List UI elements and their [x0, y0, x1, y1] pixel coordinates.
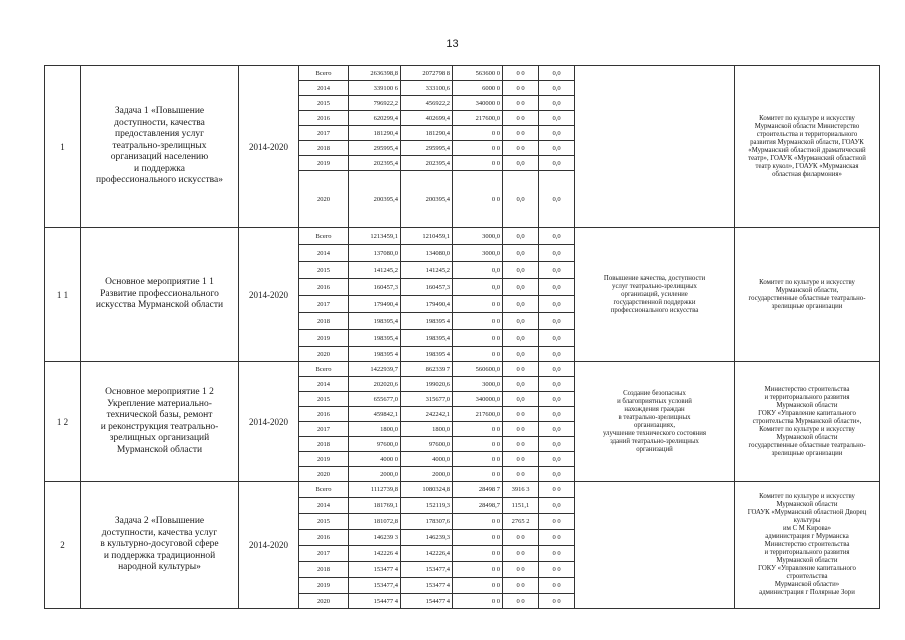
executor-line: театр», ГОАУК «Мурманский областной — [748, 154, 866, 162]
amount-cell: 160457,3 — [401, 279, 453, 296]
amount-cell: 0,0 — [539, 171, 575, 228]
table-row — [45, 66, 880, 81]
year-cell: 2019 — [299, 452, 349, 467]
amount-cell: 796922,2 — [349, 96, 401, 111]
year-cell: 2016 — [299, 407, 349, 422]
amount-cell: 153477 4 — [349, 562, 401, 578]
amount-cell: 0 0 — [453, 141, 503, 156]
amount-cell: 0 0 — [453, 546, 503, 562]
year-cell: 2017 — [299, 546, 349, 562]
task-name-line: Основное мероприятие 1 1 — [105, 277, 214, 288]
task-name-line: народной культуры» — [118, 562, 201, 573]
task-name-line: технической базы, ремонт — [106, 410, 213, 420]
amount-cell: 0 0 — [503, 467, 539, 482]
table-row — [45, 362, 880, 377]
amount-cell: 1210459,1 — [401, 228, 453, 245]
year-cell: 2019 — [299, 578, 349, 594]
amount-cell: 0,0 — [539, 362, 575, 377]
year-cell: 2019 — [299, 330, 349, 347]
amount-cell: 0,0 — [539, 81, 575, 96]
amount-cell: 0 0 — [503, 141, 539, 156]
amount-cell: 0,0 — [539, 96, 575, 111]
amount-cell: 0 0 — [539, 546, 575, 562]
amount-cell: 0 0 — [453, 578, 503, 594]
year-cell: 2015 — [299, 392, 349, 407]
year-cell: 2020 — [299, 171, 349, 228]
executor-cell — [735, 362, 880, 482]
task-name-cell — [81, 66, 239, 228]
amount-cell: 0 0 — [539, 594, 575, 609]
executor-line: Мурманской области» — [774, 581, 840, 588]
amount-cell: 0,0 — [539, 377, 575, 392]
amount-cell: 217600,0 — [453, 111, 503, 126]
amount-cell: 134080,0 — [401, 245, 453, 262]
year-cell: 2015 — [299, 262, 349, 279]
result-line: и благоприятных условий — [617, 397, 692, 405]
executor-line: Министерство строительства — [764, 541, 850, 548]
year-cell: 2017 — [299, 422, 349, 437]
amount-cell: 0 0 — [503, 362, 539, 377]
amount-cell: 3000,0 — [453, 245, 503, 262]
amount-cell: 0,0 — [539, 245, 575, 262]
task-name-line: предоставления услуг — [114, 129, 205, 140]
executor-cell — [735, 228, 880, 362]
table-row — [45, 482, 880, 498]
executor-line: Комитет по культуре и искусству — [759, 425, 855, 433]
amount-cell: 0 0 — [539, 530, 575, 546]
executor-line: строительства Мурманской области», — [752, 417, 862, 425]
result-line: в театрально-зрелищных — [618, 413, 691, 421]
amount-cell: 181290,4 — [349, 126, 401, 141]
amount-cell: 0 0 — [453, 347, 503, 362]
task-name-cell — [81, 362, 239, 482]
amount-cell: 315677,0 — [401, 392, 453, 407]
amount-cell: 181290,4 — [401, 126, 453, 141]
amount-cell: 179490,4 — [401, 296, 453, 313]
amount-cell: 0 0 — [453, 296, 503, 313]
result-line: организациях, — [633, 421, 676, 429]
amount-cell: 0 0 — [503, 111, 539, 126]
executor-line: строительства — [786, 573, 828, 580]
amount-cell: 0,0 — [453, 262, 503, 279]
result-line: профессионального искусства — [610, 306, 699, 314]
result-line: организаций, усиление — [621, 290, 688, 298]
year-cell: Всего — [299, 482, 349, 498]
executor-cell — [735, 482, 880, 609]
amount-cell: 141245,2 — [401, 262, 453, 279]
period-cell: 2014-2020 — [239, 66, 299, 228]
amount-cell: 202395,4 — [349, 156, 401, 171]
amount-cell: 202020,6 — [349, 377, 401, 392]
amount-cell: 198395,4 — [401, 330, 453, 347]
amount-cell: 199020,6 — [401, 377, 453, 392]
year-cell: 2019 — [299, 156, 349, 171]
amount-cell: 198395,4 — [349, 313, 401, 330]
page-number: 13 — [446, 38, 459, 50]
year-cell: 2015 — [299, 514, 349, 530]
amount-cell: 0,0 — [503, 392, 539, 407]
amount-cell: 2636398,8 — [349, 66, 401, 81]
amount-cell: 28498,7 — [453, 498, 503, 514]
year-cell: 2018 — [299, 313, 349, 330]
amount-cell: 179490,4 — [349, 296, 401, 313]
amount-cell: 560600,0 — [453, 362, 503, 377]
year-cell: Всего — [299, 228, 349, 245]
year-cell: 2016 — [299, 111, 349, 126]
amount-cell: 0,0 — [539, 407, 575, 422]
year-cell: 2018 — [299, 562, 349, 578]
year-cell: 2017 — [299, 126, 349, 141]
amount-cell: 153477,4 — [401, 562, 453, 578]
amount-cell: 0,0 — [503, 228, 539, 245]
amount-cell: 142226 4 — [349, 546, 401, 562]
result-cell — [575, 482, 735, 609]
amount-cell: 0,0 — [503, 347, 539, 362]
amount-cell: 0 0 — [453, 126, 503, 141]
result-cell — [575, 362, 735, 482]
amount-cell: 0,0 — [539, 313, 575, 330]
amount-cell: 0 0 — [503, 562, 539, 578]
year-cell: 2018 — [299, 437, 349, 452]
period-cell: 2014-2020 — [239, 482, 299, 609]
amount-cell: 0,0 — [503, 313, 539, 330]
amount-cell: 6000 0 — [453, 81, 503, 96]
task-name-line: Задача 2 «Повышение — [114, 516, 205, 527]
amount-cell: 1080324,8 — [401, 482, 453, 498]
amount-cell: 154477 4 — [401, 594, 453, 609]
year-cell: 2018 — [299, 141, 349, 156]
amount-cell: 0 0 — [503, 452, 539, 467]
amount-cell: 1800,0 — [401, 422, 453, 437]
amount-cell: 295995,4 — [349, 141, 401, 156]
task-name-line: театрально-зрелищных — [112, 140, 207, 151]
executor-line: и территориального развития — [764, 393, 850, 401]
program-table — [44, 65, 880, 609]
executor-line: Мурманской области — [776, 501, 838, 508]
amount-cell: 181769,1 — [349, 498, 401, 514]
amount-cell: 0,0 — [539, 498, 575, 514]
amount-cell: 0 0 — [539, 562, 575, 578]
executor-line: Мурманской области — [776, 401, 838, 409]
amount-cell: 0,0 — [503, 245, 539, 262]
amount-cell: 0,0 — [503, 330, 539, 347]
amount-cell: 152119,3 — [401, 498, 453, 514]
executor-line: Мурманской области — [776, 557, 838, 564]
amount-cell: 862339 7 — [401, 362, 453, 377]
task-name-line: и поддержка традиционной — [103, 550, 216, 561]
year-cell: 2016 — [299, 530, 349, 546]
amount-cell: 0,0 — [539, 126, 575, 141]
executor-line: Комитет по культуре и искусству — [759, 278, 855, 286]
amount-cell: 0 0 — [503, 96, 539, 111]
year-cell: 2015 — [299, 96, 349, 111]
result-cell — [575, 66, 735, 228]
amount-cell: 0 0 — [453, 514, 503, 530]
amount-cell: 198395 4 — [401, 313, 453, 330]
amount-cell: 0 0 — [503, 594, 539, 609]
amount-cell: 200395,4 — [349, 171, 401, 228]
year-cell: 2014 — [299, 81, 349, 96]
amount-cell: 3000,0 — [453, 377, 503, 392]
amount-cell: 0,0 — [503, 156, 539, 171]
amount-cell: 0,0 — [503, 279, 539, 296]
amount-cell: 146239 3 — [349, 530, 401, 546]
executor-line: им С М Кирова» — [782, 525, 832, 532]
executor-cell — [735, 66, 880, 228]
amount-cell: 0,0 — [539, 392, 575, 407]
amount-cell: 0 0 — [503, 437, 539, 452]
amount-cell: 0 0 — [503, 530, 539, 546]
executor-line: зрелищные организации — [771, 302, 843, 310]
executor-line: строительства и территориального — [756, 130, 858, 138]
amount-cell: 181072,8 — [349, 514, 401, 530]
executor-line: администрация г Мурманска — [765, 533, 849, 540]
year-cell: Всего — [299, 66, 349, 81]
amount-cell: 456922,2 — [401, 96, 453, 111]
amount-cell: 0 0 — [539, 514, 575, 530]
amount-cell: 340000 0 — [453, 96, 503, 111]
result-line: нахождения граждан — [624, 405, 685, 413]
result-cell — [575, 228, 735, 362]
amount-cell: 620299,4 — [349, 111, 401, 126]
amount-cell: 2072798 8 — [401, 66, 453, 81]
amount-cell: 1800,0 — [349, 422, 401, 437]
period-cell: 2014-2020 — [239, 228, 299, 362]
amount-cell: 0,0 — [539, 467, 575, 482]
amount-cell: 198395 4 — [349, 347, 401, 362]
amount-cell: 0,0 — [539, 111, 575, 126]
result-line: зданий театрально-зрелищных — [610, 437, 699, 445]
table-row — [45, 228, 880, 245]
row-number: 1 1 — [45, 228, 81, 362]
task-name-line: доступности, качества — [114, 117, 205, 128]
amount-cell: 97600,0 — [349, 437, 401, 452]
amount-cell: 340000,0 — [453, 392, 503, 407]
amount-cell: 3000,0 — [453, 228, 503, 245]
result-line: улучшение технического состояния — [602, 429, 707, 437]
amount-cell: 137080,0 — [349, 245, 401, 262]
task-name-line: Укрепление материально- — [107, 398, 212, 409]
amount-cell: 0 0 — [503, 546, 539, 562]
amount-cell: 0 0 — [503, 578, 539, 594]
executor-line: зрелищные организации — [771, 449, 843, 457]
amount-cell: 28498 7 — [453, 482, 503, 498]
amount-cell: 202395,4 — [401, 156, 453, 171]
amount-cell: 0,0 — [539, 422, 575, 437]
task-name-line: и поддержка — [134, 163, 185, 174]
amount-cell: 0 0 — [453, 156, 503, 171]
year-cell: 2014 — [299, 245, 349, 262]
year-cell: 2020 — [299, 347, 349, 362]
amount-cell: 198395 4 — [401, 347, 453, 362]
amount-cell: 0,0 — [539, 141, 575, 156]
year-cell: 2020 — [299, 594, 349, 609]
task-name-line: профессионального искусства» — [96, 175, 223, 186]
result-line: организаций — [636, 445, 673, 453]
executor-line: и территориального развития — [764, 549, 850, 556]
row-number: 1 2 — [45, 362, 81, 482]
executor-line: ГОКУ «Управление капитального — [758, 565, 856, 572]
amount-cell: 160457,3 — [349, 279, 401, 296]
amount-cell: 97600,0 — [401, 437, 453, 452]
amount-cell: 217600,0 — [453, 407, 503, 422]
executor-line: «Мурманский областной драматический — [748, 146, 866, 154]
amount-cell: 0,0 — [539, 66, 575, 81]
amount-cell: 0,0 — [539, 296, 575, 313]
amount-cell: 0 0 — [453, 452, 503, 467]
amount-cell: 0 0 — [453, 171, 503, 228]
task-name-line: Основное мероприятие 1 2 — [105, 387, 214, 397]
result-line: Создание безопасных — [623, 389, 686, 397]
amount-cell: 1213459,1 — [349, 228, 401, 245]
executor-line: Мурманской области Министерство — [754, 122, 860, 130]
amount-cell: 4000 0 — [349, 452, 401, 467]
amount-cell: 0,0 — [453, 279, 503, 296]
amount-cell: 2765 2 — [503, 514, 539, 530]
year-cell: 2017 — [299, 296, 349, 313]
amount-cell: 1151,1 — [503, 498, 539, 514]
amount-cell: 0 0 — [453, 330, 503, 347]
row-number: 2 — [45, 482, 81, 609]
executor-line: развития Мурманской области, ГОАУК — [750, 138, 864, 146]
amount-cell: 402699,4 — [401, 111, 453, 126]
year-cell: 2016 — [299, 279, 349, 296]
amount-cell: 0,0 — [539, 262, 575, 279]
task-name-line: и реконструкция театрально- — [100, 421, 219, 432]
amount-cell: 295995,4 — [401, 141, 453, 156]
amount-cell: 0 0 — [503, 66, 539, 81]
amount-cell: 0,0 — [539, 437, 575, 452]
amount-cell: 198395,4 — [349, 330, 401, 347]
amount-cell: 0 0 — [453, 422, 503, 437]
task-name-line: искусства Мурманской области — [95, 300, 224, 311]
year-cell: 2020 — [299, 467, 349, 482]
amount-cell: 153477 4 — [401, 578, 453, 594]
executor-line: Мурманской области — [776, 433, 838, 441]
amount-cell: 459842,1 — [349, 407, 401, 422]
amount-cell: 0,0 — [539, 279, 575, 296]
task-name-cell — [81, 228, 239, 362]
amount-cell: 0 0 — [539, 578, 575, 594]
amount-cell: 146239,3 — [401, 530, 453, 546]
executor-line: Министерство строительства — [764, 385, 850, 393]
result-line: Повышение качества, доступности — [603, 274, 706, 282]
amount-cell: 3916 3 — [503, 482, 539, 498]
task-name-line: Мурманской области — [116, 444, 203, 455]
amount-cell: 0 0 — [453, 594, 503, 609]
amount-cell: 2000,0 — [349, 467, 401, 482]
amount-cell: 0 0 — [503, 126, 539, 141]
result-line: государственной поддержки — [613, 298, 696, 306]
executor-line: культуры — [793, 517, 821, 524]
amount-cell: 655677,0 — [349, 392, 401, 407]
amount-cell: 141245,2 — [349, 262, 401, 279]
amount-cell: 0 0 — [453, 467, 503, 482]
amount-cell: 0 0 — [539, 482, 575, 498]
amount-cell: 0 0 — [453, 437, 503, 452]
amount-cell: 200395,4 — [401, 171, 453, 228]
amount-cell: 333100,6 — [401, 81, 453, 96]
amount-cell: 2000,0 — [401, 467, 453, 482]
executor-line: ГОАУК «Мурманский областной Дворец — [747, 509, 867, 516]
amount-cell: 1112739,8 — [349, 482, 401, 498]
year-cell: 2014 — [299, 377, 349, 392]
executor-line: Комитет по культуре и искусству — [759, 493, 855, 500]
executor-line: театр кукол», ГОАУК «Мурманская — [755, 162, 859, 170]
task-name-line: организаций населению — [110, 152, 209, 163]
amount-cell: 0 0 — [503, 422, 539, 437]
year-cell: Всего — [299, 362, 349, 377]
amount-cell: 0 0 — [503, 81, 539, 96]
executor-line: ГОКУ «Управление капитального — [758, 409, 856, 417]
amount-cell: 4000,0 — [401, 452, 453, 467]
executor-line: администрация г Полярные Зори — [759, 589, 855, 596]
executor-line: областная филармония» — [772, 170, 842, 178]
task-name-line: доступности, качества услуг — [101, 527, 218, 538]
amount-cell: 0,0 — [503, 171, 539, 228]
executor-line: государственные областные театрально- — [748, 441, 866, 449]
task-name-line: Задача 1 «Повышение — [114, 106, 205, 117]
task-name-line: зрелищных организаций — [109, 433, 210, 443]
result-line: услуг театрально-зрелищных — [612, 282, 697, 290]
amount-cell: 0 0 — [503, 407, 539, 422]
amount-cell: 154477 4 — [349, 594, 401, 609]
amount-cell: 142226,4 — [401, 546, 453, 562]
task-name-line: Развитие профессионального — [100, 288, 219, 299]
amount-cell: 0,0 — [539, 330, 575, 347]
amount-cell: 0,0 — [503, 296, 539, 313]
amount-cell: 0,0 — [539, 452, 575, 467]
amount-cell: 0,0 — [539, 347, 575, 362]
amount-cell: 0 0 — [453, 313, 503, 330]
amount-cell: 242242,1 — [401, 407, 453, 422]
period-cell: 2014-2020 — [239, 362, 299, 482]
amount-cell: 0,0 — [539, 228, 575, 245]
executor-line: Комитет по культуре и искусству — [759, 114, 855, 122]
amount-cell: 0,0 — [539, 156, 575, 171]
row-number: 1 — [45, 66, 81, 228]
amount-cell: 153477,4 — [349, 578, 401, 594]
amount-cell: 0 0 — [453, 530, 503, 546]
amount-cell: 0,0 — [503, 262, 539, 279]
amount-cell: 0 0 — [453, 562, 503, 578]
executor-line: государственные областные театрально- — [748, 294, 866, 302]
executor-line: Мурманской области, — [775, 286, 839, 294]
task-name-cell — [81, 482, 239, 609]
amount-cell: 563600 0 — [453, 66, 503, 81]
amount-cell: 1422939,7 — [349, 362, 401, 377]
task-name-line: в культурно-досуговой сфере — [100, 539, 219, 550]
amount-cell: 0,0 — [503, 377, 539, 392]
amount-cell: 339100 6 — [349, 81, 401, 96]
amount-cell: 178307,6 — [401, 514, 453, 530]
year-cell: 2014 — [299, 498, 349, 514]
